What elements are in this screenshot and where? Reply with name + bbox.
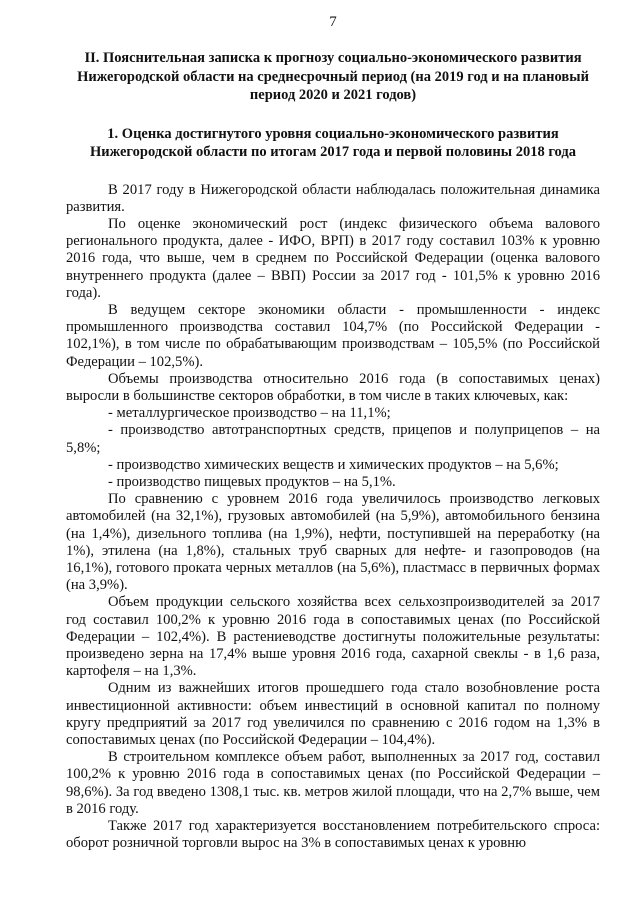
paragraph: Объем продукции сельского хозяйства всех сельхозпроизводителей за 2017 год составил 100,2% к уровню 2016 года в сопоставимых ценах (по Российской Федерации – 102,4%). В растениеводстве достигнуты положительные результаты: произведено зерна на 17,4% выше уровня 2016 года, сахарной свеклы - в 1,6 раза, картофеля – на 1,3%. bbox=[66, 594, 600, 680]
page-number: 7 bbox=[329, 14, 337, 30]
list-item: - производство пищевых продуктов – на 5,1%. bbox=[108, 473, 396, 490]
subsection-heading: 1. Оценка достигнутого уровня социально-экономического развития Нижегородской области по итогам 2017 года и первой половины 2018 года bbox=[90, 125, 576, 160]
paragraph: Одним из важнейших итогов прошедшего года стало возобновление роста инвестиционной активности: объем инвестиций в основной капитал по полному кругу предприятий за 2017 год увеличился по сравнению с 2016 годом на 1,3% в сопоставимых ценах (по Российской Федерации – 104,4%). bbox=[66, 680, 600, 748]
list-item: - производство автотранспортных средств, прицепов и полуприцепов – на 5,8%; bbox=[66, 422, 600, 456]
list-item: - металлургическое производство – на 11,1%; bbox=[108, 405, 391, 422]
list-item: - производство химических веществ и химических продуктов – на 5,6%; bbox=[108, 456, 559, 473]
paragraph: По сравнению с уровнем 2016 года увеличилось производство легковых автомобилей (на 32,1%), грузовых автомобилей (на 5,9%), автомобильного бензина (на 1,4%), дизельного топлива (на 1,9%), нефти, поступившей на переработку (на 1%), этилена (на 1,8%), стальных труб сварных для нефте- и газопроводов (на 16,1%), готового проката черных металлов (на 5,6%), пластмасс в первичных формах (на 3,9%). bbox=[66, 491, 600, 594]
paragraph: В 2017 году в Нижегородской области наблюдалась положительная динамика развития. bbox=[66, 181, 600, 215]
paragraph: Объемы производства относительно 2016 года (в сопоставимых ценах) выросли в большинстве секторов обработки, в том числе в таких ключевых, как: bbox=[66, 370, 600, 404]
paragraph: Также 2017 год характеризуется восстановлением потребительского спроса: оборот розничной торговли вырос на 3% в сопоставимых ценах к уровню bbox=[66, 818, 600, 852]
section-heading: II. Пояснительная записка к прогнозу социально-экономического развития Нижегородской области на среднесрочный период (на 2019 год и на плановый период 2020 и 2021 годов) bbox=[77, 50, 589, 103]
document-body bbox=[66, 182, 600, 853]
paragraph: В строительном комплексе объем работ, выполненных за 2017 год, составил 100,2% к уровню 2016 года в сопоставимых ценах (по Российской Федерации – 98,6%). За год введено 1308,1 тыс. кв. метров жилой площади, что на 2,7% выше, чем в 2016 году. bbox=[66, 749, 600, 817]
paragraph: В ведущем секторе экономики области - промышленности - индекс промышленного производства составил 104,7% (по Российской Федерации - 102,1%), в том числе по обрабатывающим производствам – 105,5% (по Российской Федерации – 102,5%). bbox=[66, 301, 600, 370]
paragraph: По оценке экономический рост (индекс физического объема валового регионального продукта, далее - ИФО, ВРП) в 2017 году составил 103% к уровню 2016 года, что выше, чем в среднем по Российской Федерации (оценка валового внутреннего продукта (далее – ВВП) России за 2017 год - 101,5% к уровню 2016 года). bbox=[66, 215, 600, 301]
